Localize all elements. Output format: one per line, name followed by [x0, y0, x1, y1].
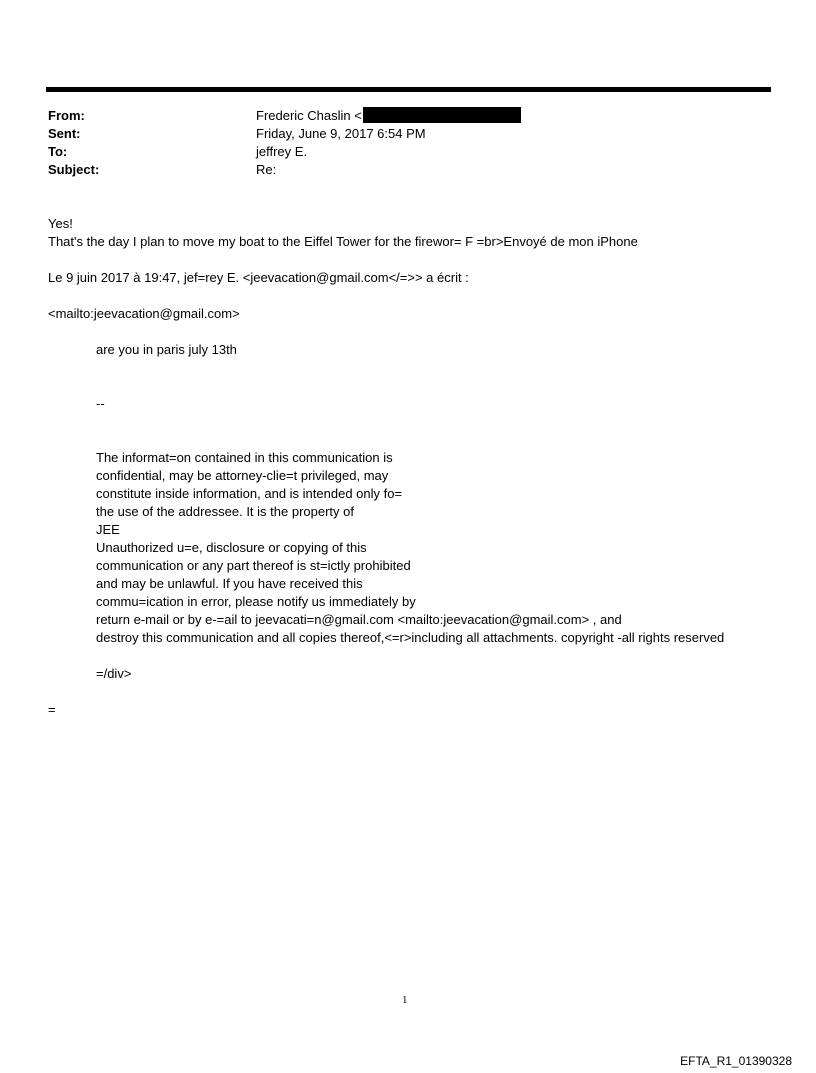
- quoted-message: are you in paris july 13th: [96, 342, 237, 357]
- to-value: jeffrey E.: [256, 144, 308, 159]
- disclaimer-line: return e-mail or by e-=ail to jeevacati=n@gmail.com <mailto:jeevacation@gmail.com> , and: [96, 612, 622, 627]
- disclaimer-line: the use of the addressee. It is the property of: [96, 504, 354, 519]
- quote-attribution: Le 9 juin 2017 à 19:47, jef=rey E. <jeevacation@gmail.com</=>> a écrit :: [48, 270, 469, 285]
- page-number: 1: [402, 994, 408, 1006]
- from-row: [48, 107, 362, 125]
- disclaimer-line: commu=ication in error, please notify us immediately by: [96, 594, 416, 609]
- to-label: To:: [48, 144, 68, 159]
- subject-label: Subject:: [48, 162, 100, 177]
- from-label: From:: [48, 108, 85, 123]
- from-name: Frederic Chaslin <: [256, 108, 362, 123]
- sent-label: Sent:: [48, 126, 81, 141]
- header-divider-rule: [46, 87, 771, 92]
- sent-row: [48, 125, 426, 143]
- sent-value: Friday, June 9, 2017 6:54 PM: [256, 126, 426, 141]
- subject-value: Re:: [256, 162, 277, 177]
- to-row: [48, 143, 308, 161]
- reply-line: That's the day I plan to move my boat to the Eiffel Tower for the firewor= F =br>Envoyé de mon iPhone: [48, 234, 638, 249]
- redaction-block: [363, 107, 521, 123]
- disclaimer-line: confidential, may be attorney-clie=t privileged, may: [96, 468, 389, 483]
- signature-separator: --: [96, 396, 105, 411]
- disclaimer-line: Unauthorized u=e, disclosure or copying of this: [96, 540, 367, 555]
- closing-div-text: =/div>: [96, 666, 132, 681]
- disclaimer-line: constitute inside information, and is intended only fo=: [96, 486, 403, 501]
- subject-row: [48, 161, 277, 179]
- disclaimer-line: destroy this communication and all copies thereof,<=r>including all attachments. copyright -all rights reserved: [96, 630, 725, 645]
- mailto-line: <mailto:jeevacation@gmail.com>: [48, 306, 240, 321]
- disclaimer-line: communication or any part thereof is st=ictly prohibited: [96, 558, 411, 573]
- disclaimer-line: The informat=on contained in this communication is: [96, 450, 393, 465]
- disclaimer-line: and may be unlawful. If you have received this: [96, 576, 363, 591]
- from-value: [256, 107, 521, 125]
- trailing-equals: =: [48, 702, 56, 717]
- reply-line: Yes!: [48, 216, 73, 231]
- bates-number: EFTA_R1_01390328: [680, 1054, 792, 1068]
- disclaimer-line: JEE: [96, 522, 120, 537]
